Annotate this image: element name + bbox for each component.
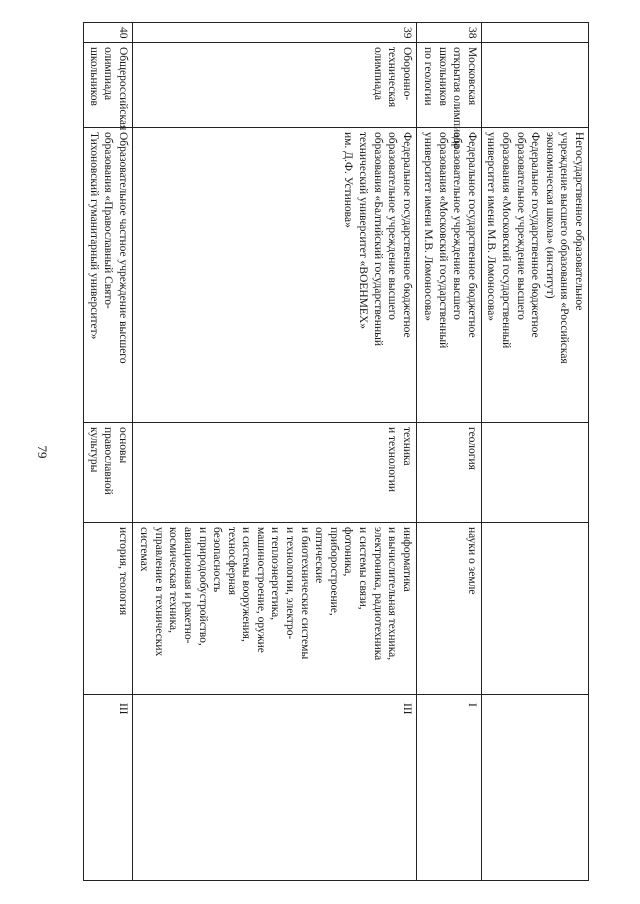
text-line: образования «Московский государственный: [436, 132, 449, 349]
subject-cell: [481, 423, 588, 523]
text-line: образовательное учреждение высшего: [514, 132, 527, 320]
text-line: машиностроение, оружие: [254, 527, 267, 653]
subject-cell: [416, 423, 481, 523]
text-line: учреждение высшего образования «Российская: [558, 132, 571, 364]
olympiad-name-cell: [132, 43, 416, 128]
level-cell: III: [132, 695, 416, 881]
text-line: открытая олимпиада: [451, 47, 464, 149]
text-line: управление в технических: [152, 527, 165, 657]
text-line: образовательное учреждение высшего: [386, 132, 399, 320]
text-line: Федеральное государственное бюджетное: [465, 132, 478, 338]
level-cell: I: [416, 695, 481, 881]
text-line: олимпиада: [102, 47, 115, 101]
text-line: основы: [116, 427, 129, 464]
text-line: университет имени М.В. Ломоносова»: [422, 132, 435, 322]
text-line: системах: [138, 527, 151, 572]
subject-cell: [132, 423, 416, 523]
text-line: школьников: [87, 47, 100, 106]
level-cell: [481, 695, 588, 881]
text-line: им. Д.Ф. Устинова»: [342, 132, 355, 228]
text-line: Оборонно-: [400, 47, 413, 101]
text-line: науки о земле: [465, 527, 478, 595]
text-line: фотоника,: [342, 527, 355, 577]
text-line: геология: [465, 427, 478, 470]
row-number-cell: 39: [132, 23, 416, 43]
profile-cell: [481, 523, 588, 695]
text-line: и системы вооружения,: [240, 527, 253, 642]
level-cell: III: [84, 695, 133, 881]
text-line: космическая техника,: [167, 527, 180, 633]
text-line: Образовательное частное учреждение высшего: [116, 132, 129, 364]
text-line: и теплоэнергетика,: [269, 527, 282, 621]
text-line: и природообустройство,: [196, 527, 209, 646]
text-line: безопасность: [211, 527, 224, 593]
organizer-cell: [84, 128, 133, 423]
text-line: образовательное учреждение высшего: [451, 132, 464, 320]
text-line: Общероссийская: [116, 47, 129, 131]
text-line: авиационная и ракетно-: [181, 527, 194, 644]
text-line: приборостроение,: [327, 527, 340, 616]
row-number-cell: 38: [416, 23, 481, 43]
text-line: и системы связи,: [357, 527, 370, 610]
text-line: история, теология: [116, 527, 129, 616]
text-line: школьников: [436, 47, 449, 106]
text-line: информатика: [400, 527, 413, 592]
olympiad-table: [83, 22, 589, 881]
text-line: оптические: [313, 527, 326, 584]
text-line: университет имени М.В. Ломоносова»: [485, 132, 498, 322]
profile-cell: [132, 523, 416, 695]
olympiad-name-cell: [84, 43, 133, 131]
organizer-cell: [481, 128, 588, 423]
text-line: Федеральное государственное бюджетное: [400, 132, 413, 338]
text-line: экономическая школа» (институт): [543, 132, 556, 299]
table-row: [481, 23, 588, 881]
text-line: техника: [400, 427, 413, 466]
organizer-cell: [132, 128, 416, 423]
text-line: олимпиада: [371, 47, 384, 101]
subject-cell: [84, 423, 133, 523]
text-line: Федеральное государственное бюджетное: [529, 132, 542, 338]
profile-cell: [416, 523, 481, 695]
rotated-table-container: [87, 22, 589, 880]
row-number-cell: [481, 23, 588, 43]
olympiad-name-cell: [416, 43, 481, 149]
text-line: техническая: [386, 47, 399, 108]
text-line: и технологии, электро-: [284, 527, 297, 640]
text-line: технический университет «ВОЕНМЕХ»: [357, 132, 370, 330]
table-row: [84, 23, 133, 881]
table-row: [416, 23, 481, 881]
table-row: [132, 23, 416, 881]
text-line: и биотехнические системы: [298, 527, 311, 660]
olympiad-name-cell: [481, 43, 588, 128]
text-line: по геологии: [422, 47, 435, 106]
organizer-cell: [416, 128, 481, 423]
text-line: и вычислительная техника,: [386, 527, 399, 661]
row-number-cell: 40: [84, 23, 133, 43]
text-line: техносферная: [225, 527, 238, 596]
page-number: 79: [35, 445, 50, 459]
text-line: Московская: [465, 47, 478, 106]
profile-cell: [84, 523, 133, 695]
text-line: электроника, радиотехника: [371, 527, 384, 661]
text-line: Тихоновский гуманитарный университет»: [87, 132, 100, 340]
text-line: образования «Московский государственный: [500, 132, 513, 349]
text-line: и технологии: [386, 427, 399, 493]
table-body: [84, 23, 589, 881]
text-line: культуры: [87, 427, 100, 473]
text-line: православной: [102, 427, 115, 495]
text-line: образования «Балтийский государственный: [371, 132, 384, 346]
text-line: образования «Православный Свято-: [102, 132, 115, 309]
text-line: Негосударственное образовательное: [573, 132, 585, 311]
